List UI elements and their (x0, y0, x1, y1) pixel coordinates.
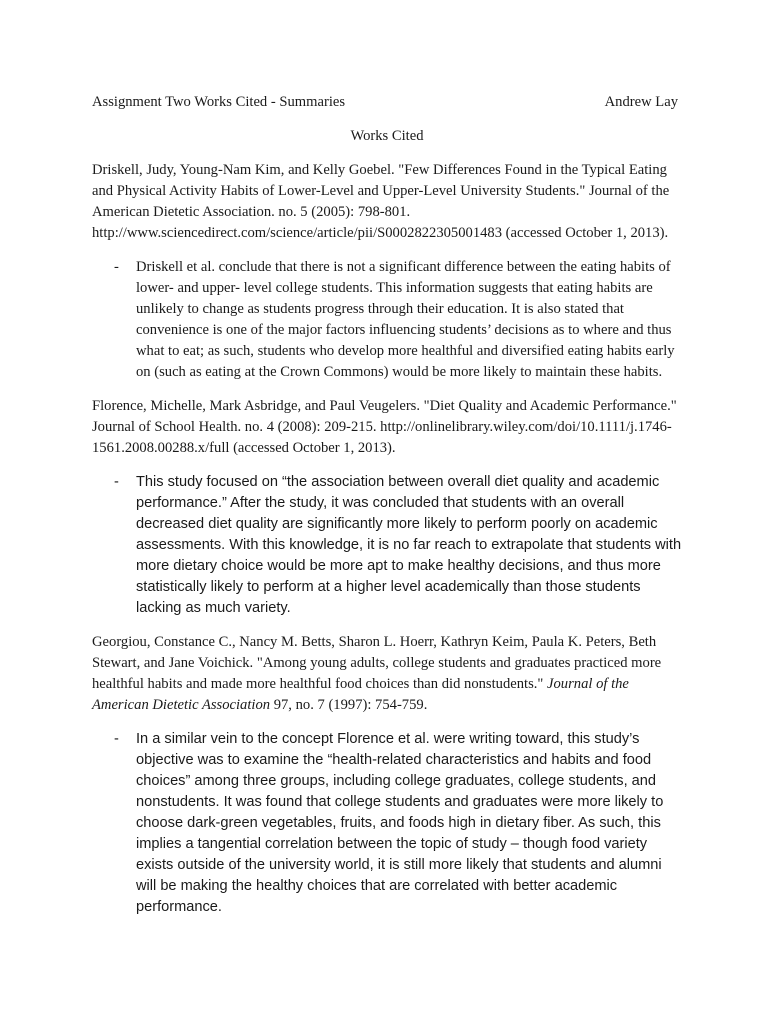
citation-text (92, 632, 682, 716)
summary-text: Driskell et al. conclude that there is not a significant difference between the eating habits of lower- and upper- level college students. This information suggests that eating habits are unlikely to change as students progress through their education. It is also stated that convenience is one of the major factors influencing students’ decisions as to where and thus what to eat; as such, students who develop more healthful and diversified eating habits early on (such as eating at the Crown Commons) would be more likely to maintain these habits. (136, 259, 675, 380)
citation-details: 97, no. 7 (1997): 754-759. (270, 697, 428, 713)
summary-item-1 (92, 257, 682, 383)
list-bullet: - (114, 474, 119, 490)
citation-journal: Journal of the American Dietetic Association (92, 676, 629, 713)
summary-text: In a similar vein to the concept Florence et al. were writing toward, this study’s objective was to examine the “health-related characteristics and habits and food choices” among three groups, including college graduates, college students, and nonstudents. It was found that college students and graduates were more likely to choose dark-green vegetables, fruits, and foods high in dietary fiber. As such, this implies a tangential correlation between the topic of study – though food variety exists outside of the university world, it is still more likely that students and alumni will be making the healthy choices that are correlated with better academic performance. (136, 731, 664, 915)
document-page (92, 92, 682, 918)
page-header (92, 92, 682, 113)
citation-entry-3 (92, 632, 682, 716)
assignment-title: Assignment Two Works Cited - Summaries (92, 94, 346, 110)
list-bullet: - (114, 731, 119, 747)
list-bullet: - (114, 259, 119, 275)
author-name: Andrew Lay (604, 94, 678, 110)
summary-item-2 (92, 472, 682, 619)
summary-item-3 (92, 729, 682, 918)
citation-authors-title: Georgiou, Constance C., Nancy M. Betts, Sharon L. Hoerr, Kathryn Keim, Paula K. Peters, Beth Stewart, and Jane Voichick. "Among young adults, college students and graduates practiced more healthful habits and made more healthful food choices than did nonstudents." (92, 634, 662, 692)
citation-text: Florence, Michelle, Mark Asbridge, and Paul Veugelers. "Diet Quality and Academic Performance." Journal of School Health. no. 4 (2008): 209-215. http://onlinelibrary.wiley.com/doi/10.1111/j.1746-1561.2008.00288.x/full (accessed October 1, 2013). (92, 398, 677, 456)
citation-entry-1 (92, 160, 682, 244)
works-cited-heading: Works Cited (350, 128, 424, 144)
citation-entry-2 (92, 396, 682, 459)
summary-text: This study focused on “the association between overall diet quality and academic performance.” After the study, it was concluded that students with an overall decreased diet quality are significantly more likely to perform poorly on academic assessments. With this knowledge, it is no far reach to extrapolate that students with more dietary choice would be more apt to make healthy decisions, and thus more statistically likely to perform at a higher level academically than those students lacking as much variety. (136, 474, 682, 616)
citation-text: Driskell, Judy, Young-Nam Kim, and Kelly Goebel. "Few Differences Found in the Typical Eating and Physical Activity Habits of Lower-Level and Upper-Level University Students." Journal of the American Dietetic Association. no. 5 (2005): 798-801. http://www.sciencedirect.com/science/article/pii/S0002822305001483 (accessed October 1, 2013). (92, 162, 670, 241)
